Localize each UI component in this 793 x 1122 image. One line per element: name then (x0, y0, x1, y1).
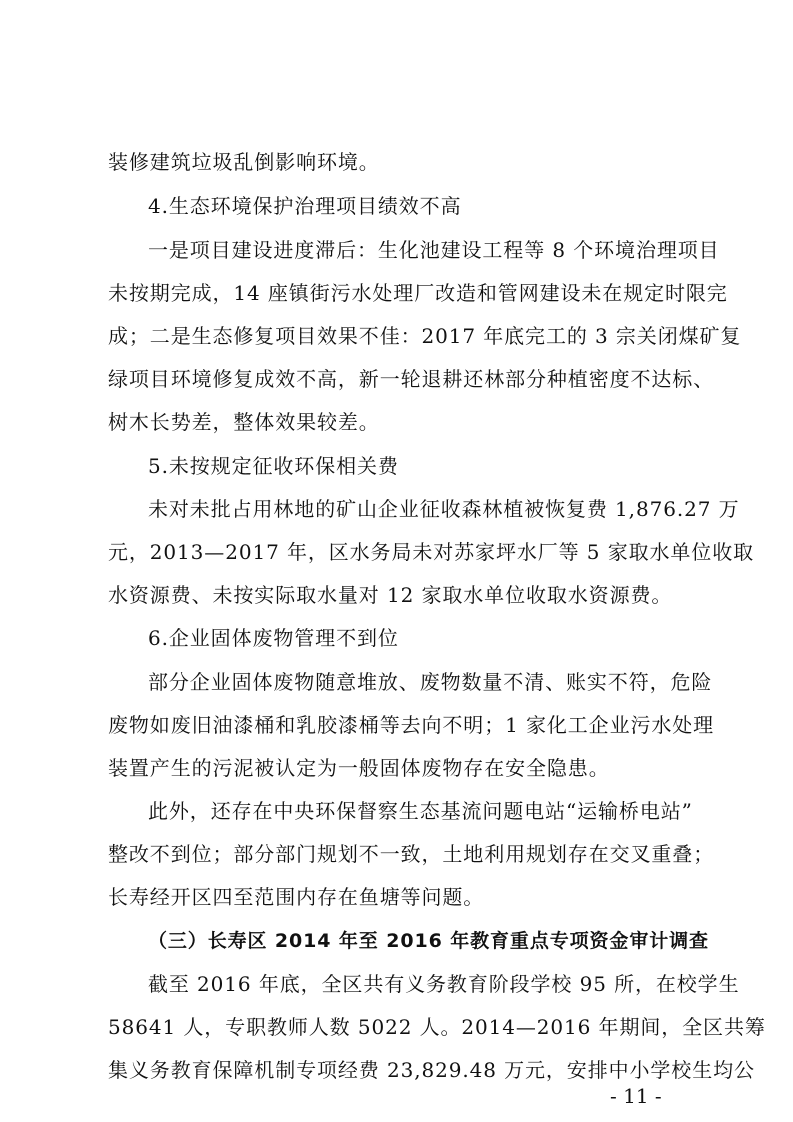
section-heading: 6.企业固体废物管理不到位 (148, 626, 399, 650)
text-line: 绿项目环境修复成效不高，新一轮退耕还林部分种植密度不达标、 (108, 367, 715, 391)
text-line: 58641 人，专职教师人数 5022 人。2014—2016 年期间，全区共筹 (108, 1015, 766, 1039)
text-line: 装修建筑垃圾乱倒影响环境。 (108, 150, 380, 174)
section-heading: 5.未按规定征收环保相关费 (148, 454, 399, 478)
text-line: 未按期完成，14 座镇街污水处理厂改造和管网建设未在规定时限完 (108, 281, 728, 305)
text-line: 截至 2016 年底，全区共有义务教育阶段学校 95 所，在校学生 (148, 972, 740, 996)
text-line: 一是项目建设进度滞后：生化池建设工程等 8 个环境治理项目 (148, 238, 720, 262)
text-line: 长寿经开区四至范围内存在鱼塘等问题。 (108, 885, 485, 909)
text-line: 元，2013—2017 年，区水务局未对苏家坪水厂等 5 家取水单位收取 (108, 540, 754, 564)
text-line: 整改不到位；部分部门规划不一致，土地利用规划存在交叉重叠； (108, 842, 715, 866)
section-subheading: （三）长寿区 2014 年至 2016 年教育重点专项资金审计调查 (148, 930, 709, 952)
text-line: 此外，还存在中央环保督察生态基流问题电站“运输桥电站” (148, 799, 693, 823)
text-line: 水资源费、未按实际取水量对 12 家取水单位收取水资源费。 (108, 583, 673, 607)
text-line: 树木长势差，整体效果较差。 (108, 410, 380, 434)
text-line: 装置产生的污泥被认定为一般固体废物存在安全隐患。 (108, 756, 610, 780)
page-number: - 11 - (610, 1084, 662, 1108)
text-line: 未对未批占用林地的矿山企业征收森林植被恢复费 1,876.27 万 (148, 497, 740, 521)
text-line: 部分企业固体废物随意堆放、废物数量不清、账实不符，危险 (148, 670, 713, 694)
text-line: 成；二是生态修复项目效果不佳：2017 年底完工的 3 宗关闭煤矿复 (108, 324, 742, 348)
section-heading: 4.生态环境保护治理项目绩效不高 (148, 194, 462, 218)
text-line: 废物如废旧油漆桶和乳胶漆桶等去向不明；1 家化工企业污水处理 (108, 713, 715, 737)
text-line: 集义务教育保障机制专项经费 23,829.48 万元，安排中小学校生均公 (108, 1058, 755, 1082)
